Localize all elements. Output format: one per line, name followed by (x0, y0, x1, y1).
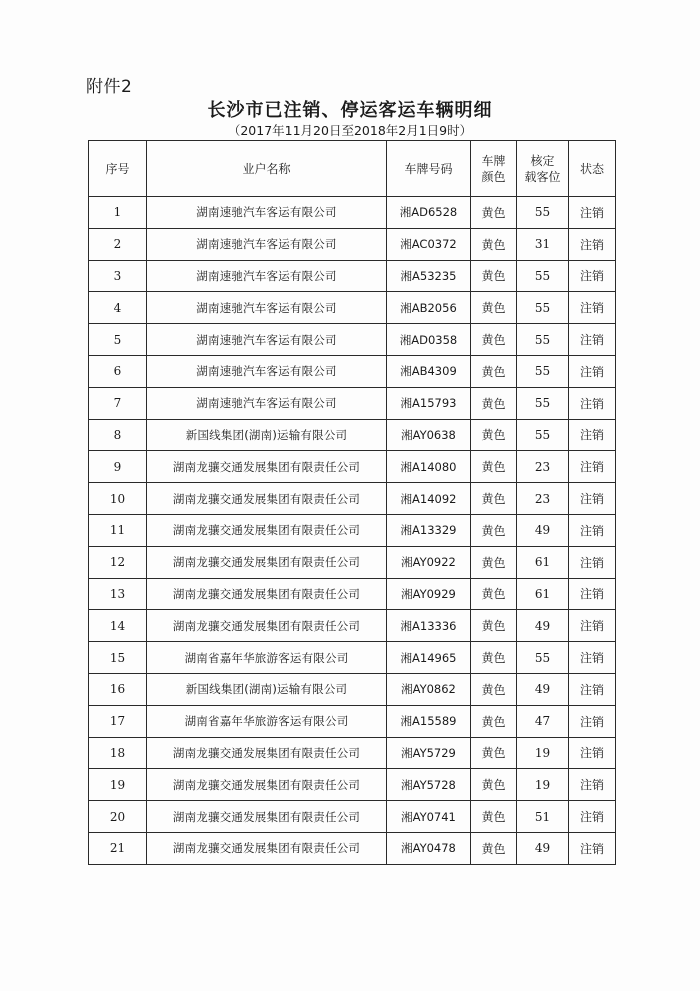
cell-status: 注销 (569, 737, 616, 769)
cell-status: 注销 (569, 610, 616, 642)
cell-status: 注销 (569, 387, 616, 419)
cell-plate: 湘A13336 (387, 610, 471, 642)
cell-seats: 55 (517, 292, 569, 324)
cell-plate: 湘AY5729 (387, 737, 471, 769)
table-row (89, 451, 616, 483)
header-color-line1: 车牌 (481, 153, 506, 168)
cell-company: 湖南龙骧交通发展集团有限责任公司 (147, 737, 387, 769)
cell-plate-color: 黄色 (471, 737, 517, 769)
cell-no: 20 (89, 801, 147, 833)
cell-company: 湖南速驰汽车客运有限公司 (147, 197, 387, 229)
cell-plate-color: 黄色 (471, 642, 517, 674)
cell-seats: 61 (517, 578, 569, 610)
cell-plate: 湘AD6528 (387, 197, 471, 229)
cell-status: 注销 (569, 292, 616, 324)
cell-seats: 51 (517, 801, 569, 833)
cell-plate: 湘A14080 (387, 451, 471, 483)
cell-seats: 23 (517, 483, 569, 515)
table-row (89, 673, 616, 705)
cell-plate-color: 黄色 (471, 673, 517, 705)
header-color-line2: 颜色 (481, 169, 506, 184)
cell-seats: 55 (517, 197, 569, 229)
cell-plate: 湘A14092 (387, 483, 471, 515)
cell-plate-color: 黄色 (471, 705, 517, 737)
cell-plate-color: 黄色 (471, 578, 517, 610)
cell-plate: 湘AY0741 (387, 801, 471, 833)
cell-seats: 61 (517, 546, 569, 578)
header-plate: 车牌号码 (387, 141, 471, 197)
cell-status: 注销 (569, 705, 616, 737)
cell-plate: 湘AB2056 (387, 292, 471, 324)
cell-no: 19 (89, 769, 147, 801)
table-row (89, 769, 616, 801)
cell-plate-color: 黄色 (471, 387, 517, 419)
cell-status: 注销 (569, 578, 616, 610)
cell-company: 湖南速驰汽车客运有限公司 (147, 260, 387, 292)
cell-company: 湖南龙骧交通发展集团有限责任公司 (147, 514, 387, 546)
cell-status: 注销 (569, 228, 616, 260)
table-row (89, 832, 616, 864)
cell-no: 16 (89, 673, 147, 705)
cell-status: 注销 (569, 419, 616, 451)
document-subtitle: （2017年11月20日至2018年2月1日9时） (227, 123, 473, 138)
table-row (89, 578, 616, 610)
cell-no: 12 (89, 546, 147, 578)
cell-company: 新国线集团(湖南)运输有限公司 (147, 673, 387, 705)
cell-status: 注销 (569, 483, 616, 515)
cell-plate-color: 黄色 (471, 451, 517, 483)
cell-no: 11 (89, 514, 147, 546)
cell-status: 注销 (569, 801, 616, 833)
table-row (89, 355, 616, 387)
cell-plate-color: 黄色 (471, 801, 517, 833)
cell-plate: 湘AY0478 (387, 832, 471, 864)
table-row (89, 228, 616, 260)
header-seats (517, 141, 569, 197)
header-status: 状态 (569, 141, 616, 197)
cell-plate: 湘AY5728 (387, 769, 471, 801)
cell-no: 9 (89, 451, 147, 483)
cell-no: 13 (89, 578, 147, 610)
table-row (89, 705, 616, 737)
cell-seats: 55 (517, 260, 569, 292)
table-row (89, 292, 616, 324)
cell-plate-color: 黄色 (471, 546, 517, 578)
cell-status: 注销 (569, 546, 616, 578)
cell-no: 18 (89, 737, 147, 769)
cell-seats: 23 (517, 451, 569, 483)
cell-plate: 湘AY0638 (387, 419, 471, 451)
cell-status: 注销 (569, 355, 616, 387)
table-row (89, 610, 616, 642)
cell-company: 湖南省嘉年华旅游客运有限公司 (147, 705, 387, 737)
cell-status: 注销 (569, 642, 616, 674)
cell-no: 17 (89, 705, 147, 737)
cell-company: 湖南速驰汽车客运有限公司 (147, 228, 387, 260)
cell-plate: 湘A13329 (387, 514, 471, 546)
cell-plate-color: 黄色 (471, 610, 517, 642)
cell-company: 湖南龙骧交通发展集团有限责任公司 (147, 610, 387, 642)
cell-plate-color: 黄色 (471, 483, 517, 515)
cell-seats: 19 (517, 769, 569, 801)
cell-plate: 湘AD0358 (387, 324, 471, 356)
cell-status: 注销 (569, 769, 616, 801)
table-row (89, 801, 616, 833)
cell-no: 7 (89, 387, 147, 419)
cell-plate-color: 黄色 (471, 514, 517, 546)
cell-no: 10 (89, 483, 147, 515)
table-row (89, 419, 616, 451)
cell-plate: 湘A15589 (387, 705, 471, 737)
cell-no: 15 (89, 642, 147, 674)
cell-company: 湖南龙骧交通发展集团有限责任公司 (147, 832, 387, 864)
cell-seats: 49 (517, 673, 569, 705)
cell-plate: 湘A53235 (387, 260, 471, 292)
cell-company: 新国线集团(湖南)运输有限公司 (147, 419, 387, 451)
cell-status: 注销 (569, 260, 616, 292)
cell-seats: 31 (517, 228, 569, 260)
cell-no: 14 (89, 610, 147, 642)
cell-company: 湖南速驰汽车客运有限公司 (147, 292, 387, 324)
cell-plate-color: 黄色 (471, 832, 517, 864)
cell-plate-color: 黄色 (471, 197, 517, 229)
table-row (89, 324, 616, 356)
table-row (89, 483, 616, 515)
cell-plate-color: 黄色 (471, 769, 517, 801)
cell-plate: 湘AY0929 (387, 578, 471, 610)
cell-company: 湖南龙骧交通发展集团有限责任公司 (147, 769, 387, 801)
cell-company: 湖南省嘉年华旅游客运有限公司 (147, 642, 387, 674)
vehicle-table (88, 140, 616, 865)
table-row (89, 642, 616, 674)
cell-no: 3 (89, 260, 147, 292)
cell-seats: 55 (517, 387, 569, 419)
cell-plate: 湘AC0372 (387, 228, 471, 260)
cell-plate-color: 黄色 (471, 324, 517, 356)
table-row (89, 546, 616, 578)
cell-plate-color: 黄色 (471, 419, 517, 451)
attachment-label: 附件2 (86, 77, 133, 97)
cell-seats: 55 (517, 324, 569, 356)
cell-plate: 湘A15793 (387, 387, 471, 419)
cell-status: 注销 (569, 197, 616, 229)
cell-status: 注销 (569, 451, 616, 483)
header-no: 序号 (89, 141, 147, 197)
header-seats-line2: 载客位 (524, 169, 561, 184)
cell-no: 6 (89, 355, 147, 387)
table-row (89, 737, 616, 769)
table-body (89, 197, 616, 865)
cell-seats: 49 (517, 610, 569, 642)
cell-seats: 55 (517, 419, 569, 451)
cell-company: 湖南龙骧交通发展集团有限责任公司 (147, 546, 387, 578)
cell-status: 注销 (569, 832, 616, 864)
cell-seats: 49 (517, 832, 569, 864)
cell-status: 注销 (569, 324, 616, 356)
header-company: 业户名称 (147, 141, 387, 197)
cell-plate-color: 黄色 (471, 260, 517, 292)
cell-status: 注销 (569, 673, 616, 705)
cell-seats: 55 (517, 355, 569, 387)
table-header-row (89, 141, 616, 197)
cell-seats: 49 (517, 514, 569, 546)
table-row (89, 387, 616, 419)
cell-plate-color: 黄色 (471, 228, 517, 260)
cell-company: 湖南速驰汽车客运有限公司 (147, 355, 387, 387)
cell-seats: 55 (517, 642, 569, 674)
cell-no: 1 (89, 197, 147, 229)
cell-no: 4 (89, 292, 147, 324)
table-row (89, 197, 616, 229)
cell-company: 湖南龙骧交通发展集团有限责任公司 (147, 483, 387, 515)
header-color (471, 141, 517, 197)
cell-plate-color: 黄色 (471, 292, 517, 324)
table-row (89, 260, 616, 292)
header-seats-line1: 核定 (530, 153, 555, 168)
cell-plate: 湘AY0862 (387, 673, 471, 705)
cell-status: 注销 (569, 514, 616, 546)
cell-seats: 19 (517, 737, 569, 769)
cell-plate-color: 黄色 (471, 355, 517, 387)
table-row (89, 514, 616, 546)
cell-plate: 湘AY0922 (387, 546, 471, 578)
cell-company: 湖南龙骧交通发展集团有限责任公司 (147, 451, 387, 483)
cell-seats: 47 (517, 705, 569, 737)
document-title: 长沙市已注销、停运客运车辆明细 (207, 100, 493, 121)
cell-no: 2 (89, 228, 147, 260)
cell-no: 5 (89, 324, 147, 356)
cell-plate: 湘A14965 (387, 642, 471, 674)
cell-no: 8 (89, 419, 147, 451)
cell-company: 湖南龙骧交通发展集团有限责任公司 (147, 801, 387, 833)
cell-plate: 湘AB4309 (387, 355, 471, 387)
cell-no: 21 (89, 832, 147, 864)
cell-company: 湖南速驰汽车客运有限公司 (147, 387, 387, 419)
cell-company: 湖南龙骧交通发展集团有限责任公司 (147, 578, 387, 610)
cell-company: 湖南速驰汽车客运有限公司 (147, 324, 387, 356)
